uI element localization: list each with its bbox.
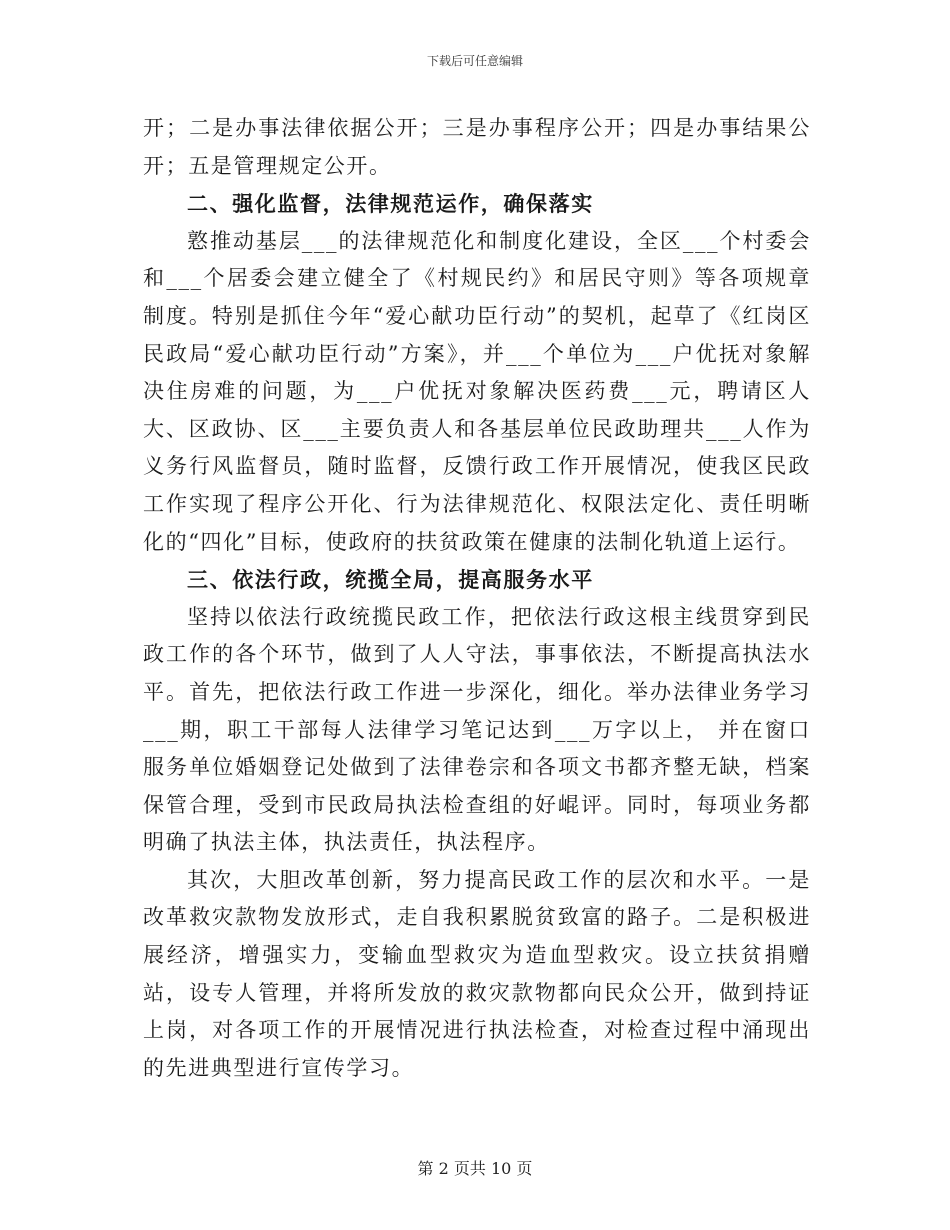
section-heading-2: 二、强化监督，法律规范运作，确保落实	[187, 191, 594, 217]
page-header: 下载后可任意编辑	[426, 54, 523, 68]
page-footer: 第 2 页共 10 页	[417, 1159, 533, 1178]
paragraph-law-administration: 坚持以依法行政统揽民政工作，把依法行政这根主线贯穿到民政工作的各个环节，做到了人人守法，事事依法，不断提高执法水平。首先，把依法行政工作进一步深化，细化。举办法律业务学习___期，职工干部每人法律学习笔记达到___万字以上， 并在窗口服务单位婚姻登记处做到了法律卷宗和各项文书都齐整无缺，档案保管合理，受到市民政局执法检查组的好崐评。同时，每项业务都明确了执法主体，执法责任，执法程序。	[143, 604, 811, 855]
section-heading-3: 三、依法行政，统揽全局，提高服务水平	[187, 567, 594, 593]
paragraph-reform: 其次，大胆改革创新，努力提高民政工作的层次和水平。一是改革救灾款物发放形式，走自我积累脱贫致富的路子。二是积极进展经济，增强实力，变输血型救灾为造血型救灾。设立扶贫捐赠站，设专人管理，并将所发放的救灾款物都向民众公开，做到持证上岗，对各项工作的开展情况进行执法检查，对检查过程中涌现出的先进典型进行宣传学习。	[143, 867, 811, 1080]
paragraph-continuation: 开；二是办事法律依据公开；三是办事程序公开；四是办事结果公开；五是管理规定公开。	[143, 116, 811, 178]
document-body	[143, 110, 811, 1087]
paragraph-supervision: 憝推动基层___的法律规范化和制度化建设，全区___个村委会和___个居委会建立健全了《村规民约》和居民守则》等各项规章制度。特别是抓住今年“爱心献功臣行动”的契机，起草了《红岗区民政局“爱心献功臣行动”方案》，并___个单位为___户优抚对象解决住房难的问题，为___户优抚对象解决医药费___元，聘请区人大、区政协、区___主要负责人和各基层单位民政助理共___人作为义务行风监督员，随时监督，反馈行政工作开展情况，使我区民政工作实现了程序公开化、行为法律规范化、权限法定化、责任明晰化的“四化”目标，使政府的扶贫政策在健康的法制化轨道上运行。	[143, 228, 811, 554]
